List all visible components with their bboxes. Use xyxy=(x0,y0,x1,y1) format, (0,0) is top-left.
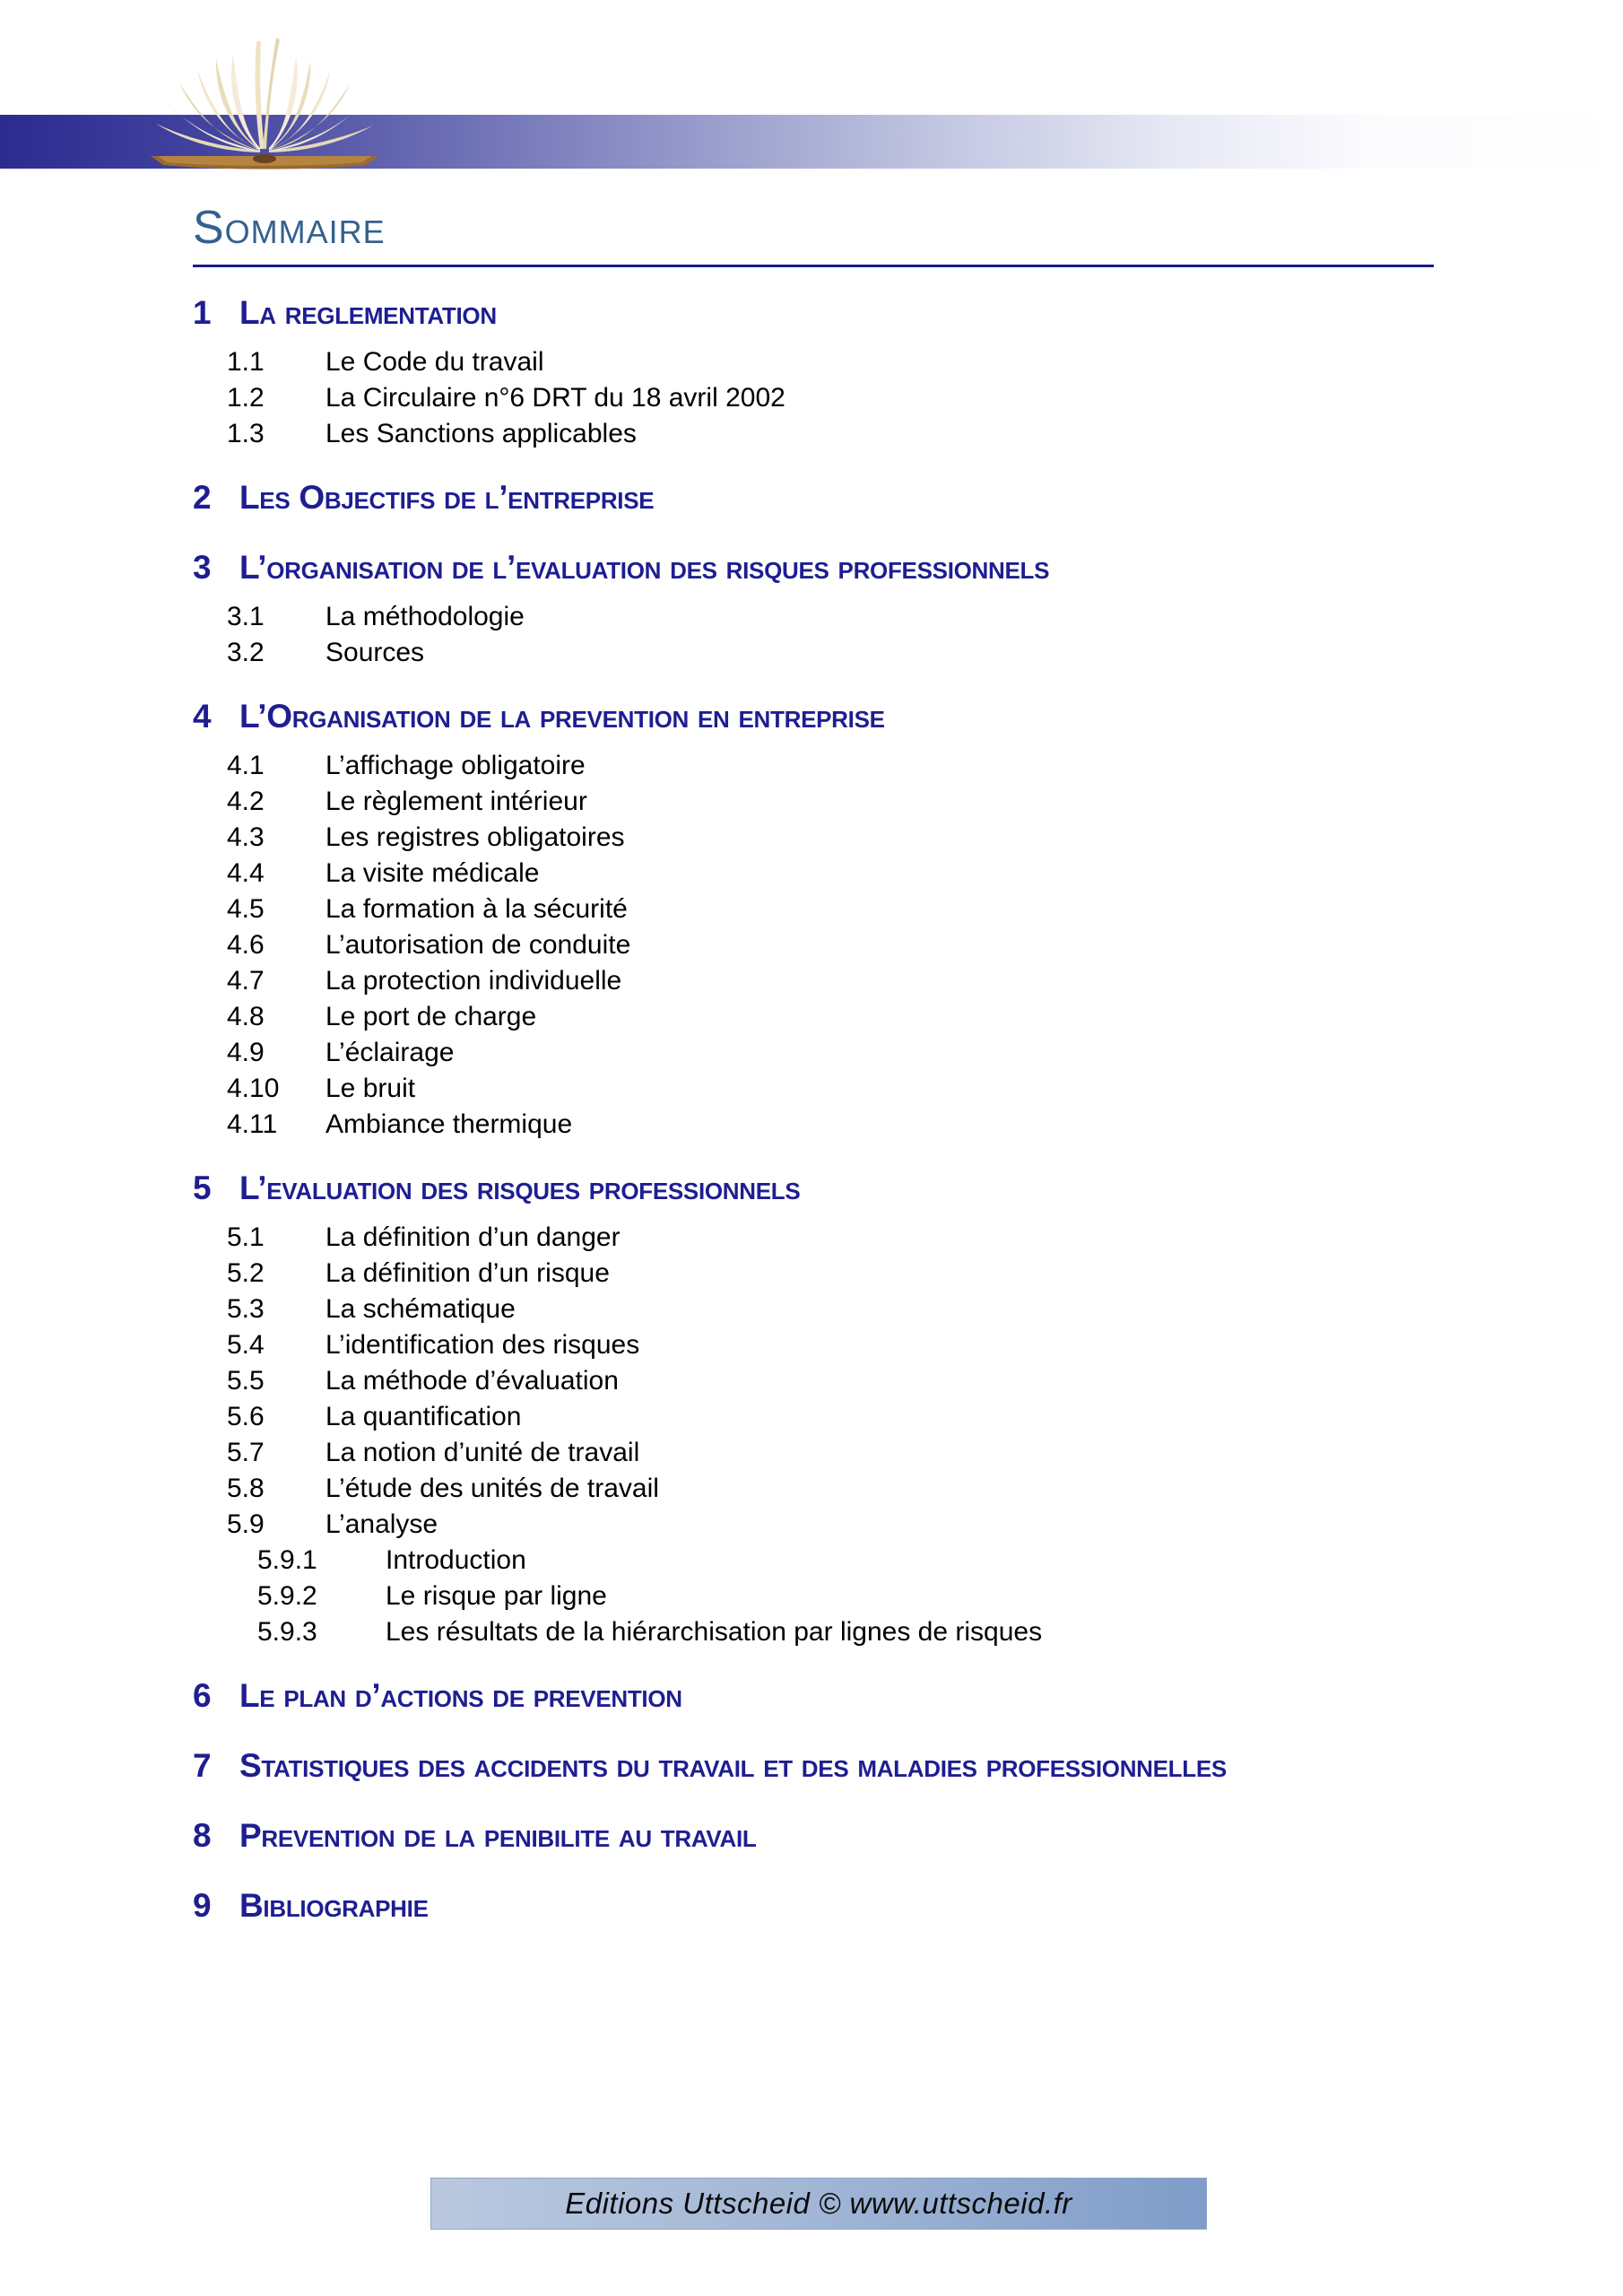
entry-label: Introduction xyxy=(386,1545,526,1575)
section-title: Les Objectifs de l’entreprise xyxy=(239,479,655,516)
title-divider xyxy=(193,265,1434,267)
toc-entry-4-6 xyxy=(193,927,1434,963)
entry-number: 1.2 xyxy=(227,383,265,413)
entry-label: Sources xyxy=(325,638,425,667)
entry-number: 5.7 xyxy=(227,1438,265,1467)
toc-section-heading-5 xyxy=(193,1164,1434,1213)
toc-entry-4-2 xyxy=(193,784,1434,820)
entry-label: La schématique xyxy=(325,1294,516,1324)
section-title: Le plan d’actions de prevention xyxy=(239,1677,682,1714)
section-number: 9 xyxy=(193,1887,212,1924)
entry-label: L’autorisation de conduite xyxy=(325,930,631,960)
entry-label: Le port de charge xyxy=(325,1002,537,1031)
toc-section-heading-3 xyxy=(193,544,1434,592)
entry-number: 4.7 xyxy=(227,966,265,996)
footer-banner xyxy=(430,2178,1207,2230)
entry-number: 5.8 xyxy=(227,1474,265,1503)
entry-label: La Circulaire n°6 DRT du 18 avril 2002 xyxy=(325,383,785,413)
section-title: Statistiques des accidents du travail et des maladies professionnelles xyxy=(239,1747,1227,1784)
section-title: La reglementation xyxy=(239,294,497,331)
entry-label: L’identification des risques xyxy=(325,1330,640,1360)
toc-section-heading-4 xyxy=(193,692,1434,741)
toc-entry-5-9-1 xyxy=(193,1543,1434,1578)
entry-label: L’étude des unités de travail xyxy=(325,1474,659,1503)
open-book-icon xyxy=(135,34,386,170)
entry-label: La visite médicale xyxy=(325,858,540,888)
entry-label: Ambiance thermique xyxy=(325,1109,573,1139)
entry-number: 4.8 xyxy=(227,1002,265,1031)
entry-label: L’analyse xyxy=(325,1509,438,1539)
toc-entry-4-1 xyxy=(193,748,1434,784)
entry-number: 4.9 xyxy=(227,1038,265,1067)
section-number: 3 xyxy=(193,549,212,586)
entry-number: 3.1 xyxy=(227,602,265,631)
entry-label: La notion d’unité de travail xyxy=(325,1438,640,1467)
entry-number: 4.6 xyxy=(227,930,265,960)
toc-entry-1-3 xyxy=(193,416,1434,452)
toc-section-heading-8 xyxy=(193,1812,1434,1860)
section-title: L’organisation de l’evaluation des risques professionnels xyxy=(239,549,1050,586)
toc-entry-1-2 xyxy=(193,380,1434,416)
toc-entry-4-11 xyxy=(193,1107,1434,1143)
toc-section-heading-7 xyxy=(193,1742,1434,1790)
section-title: L’Organisation de la prevention en entreprise xyxy=(239,698,885,735)
toc-content xyxy=(193,202,1434,1937)
toc-section-heading-6 xyxy=(193,1672,1434,1720)
entry-label: Les registres obligatoires xyxy=(325,822,625,852)
toc-section-heading-9 xyxy=(193,1882,1434,1930)
section-title: Prevention de la penibilite au travail xyxy=(239,1817,757,1854)
section-number: 5 xyxy=(193,1170,212,1206)
toc-entry-5-2 xyxy=(193,1256,1434,1292)
entry-number: 5.2 xyxy=(227,1258,265,1288)
toc-entry-4-3 xyxy=(193,820,1434,856)
entry-label: La quantification xyxy=(325,1402,522,1431)
section-number: 7 xyxy=(193,1747,212,1784)
toc-entry-5-7 xyxy=(193,1435,1434,1471)
toc-entry-1-1 xyxy=(193,344,1434,380)
entry-label: La formation à la sécurité xyxy=(325,894,628,924)
entry-label: Les Sanctions applicables xyxy=(325,419,637,448)
toc-entry-5-4 xyxy=(193,1327,1434,1363)
entry-label: Le bruit xyxy=(325,1074,416,1103)
entry-label: La protection individuelle xyxy=(325,966,622,996)
toc-entry-5-9 xyxy=(193,1507,1434,1543)
toc-entry-5-1 xyxy=(193,1220,1434,1256)
toc-entry-5-5 xyxy=(193,1363,1434,1399)
section-number: 2 xyxy=(193,479,212,516)
entry-number: 5.4 xyxy=(227,1330,265,1360)
toc-entry-4-4 xyxy=(193,856,1434,891)
entry-number: 4.2 xyxy=(227,787,265,816)
toc-entry-4-10 xyxy=(193,1071,1434,1107)
entry-number: 4.5 xyxy=(227,894,265,924)
page-title: Sommaire xyxy=(193,202,386,254)
entry-number: 5.9.1 xyxy=(257,1545,317,1575)
section-title: Bibliographie xyxy=(239,1887,429,1924)
entry-number: 4.4 xyxy=(227,858,265,888)
toc-entry-4-5 xyxy=(193,891,1434,927)
toc-entry-4-7 xyxy=(193,963,1434,999)
entry-number: 5.5 xyxy=(227,1366,265,1396)
section-title: L’evaluation des risques professionnels xyxy=(239,1170,801,1206)
section-number: 6 xyxy=(193,1677,212,1714)
entry-label: La méthodologie xyxy=(325,602,525,631)
section-number: 4 xyxy=(193,698,212,735)
entry-label: L’éclairage xyxy=(325,1038,455,1067)
entry-number: 3.2 xyxy=(227,638,265,667)
section-number: 8 xyxy=(193,1817,212,1854)
toc-entry-5-8 xyxy=(193,1471,1434,1507)
entry-number: 4.10 xyxy=(227,1074,280,1103)
toc-section-heading-2 xyxy=(193,474,1434,522)
entry-label: Les résultats de la hiérarchisation par lignes de risques xyxy=(386,1617,1043,1647)
toc-entry-3-2 xyxy=(193,635,1434,671)
entry-number: 5.9 xyxy=(227,1509,265,1539)
section-number: 1 xyxy=(193,294,212,331)
toc-entry-5-9-3 xyxy=(193,1614,1434,1650)
entry-number: 5.3 xyxy=(227,1294,265,1324)
toc-entry-3-1 xyxy=(193,599,1434,635)
entry-number: 5.9.2 xyxy=(257,1581,317,1611)
footer-text: Editions Uttscheid © www.uttscheid.fr xyxy=(565,2187,1072,2220)
toc-entry-4-9 xyxy=(193,1035,1434,1071)
entry-number: 4.11 xyxy=(227,1109,278,1139)
toc-entry-4-8 xyxy=(193,999,1434,1035)
entry-number: 1.3 xyxy=(227,419,265,448)
toc-entry-5-3 xyxy=(193,1292,1434,1327)
entry-label: La définition d’un danger xyxy=(325,1222,621,1252)
toc-entry-5-9-2 xyxy=(193,1578,1434,1614)
entry-label: Le Code du travail xyxy=(325,347,544,377)
entry-label: La méthode d’évaluation xyxy=(325,1366,619,1396)
entry-label: Le règlement intérieur xyxy=(325,787,587,816)
entry-number: 5.6 xyxy=(227,1402,265,1431)
entry-number: 5.9.3 xyxy=(257,1617,317,1647)
entry-number: 4.1 xyxy=(227,751,265,780)
toc-entry-5-6 xyxy=(193,1399,1434,1435)
toc-section-heading-1 xyxy=(193,289,1434,337)
entry-label: L’affichage obligatoire xyxy=(325,751,586,780)
entry-number: 4.3 xyxy=(227,822,265,852)
entry-label: Le risque par ligne xyxy=(386,1581,607,1611)
entry-number: 5.1 xyxy=(227,1222,265,1252)
entry-number: 1.1 xyxy=(227,347,265,377)
entry-label: La définition d’un risque xyxy=(325,1258,610,1288)
